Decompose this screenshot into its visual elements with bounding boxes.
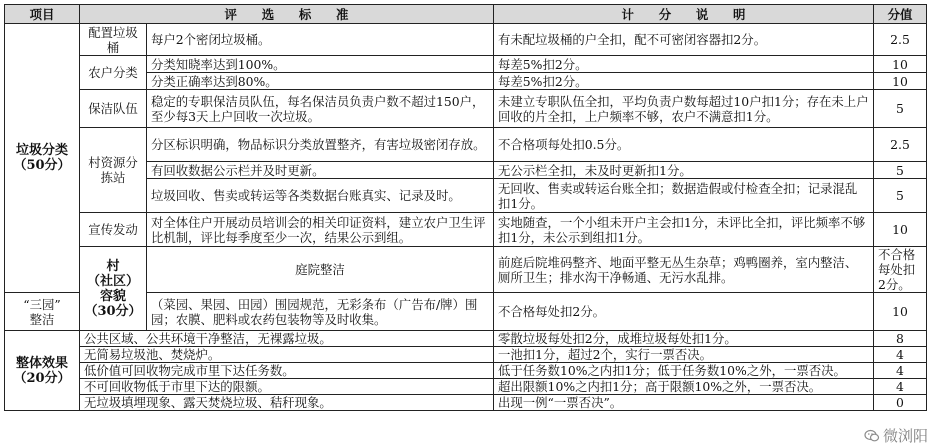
subcategory-cell: 配置垃圾 桶 (80, 24, 147, 56)
header-scoring: 计 分 说 明 (494, 5, 874, 24)
subcategory-cell: 保洁队伍 (80, 90, 147, 128)
scoring-cell: 出现一例“一票否决”。 (494, 395, 874, 411)
criteria-cell: 公共区域、公共环境干净整洁，无裸露垃圾。 (80, 331, 494, 347)
scoring-cell: 不合格每处扣2分。 (874, 247, 927, 293)
watermark (864, 425, 928, 446)
scoring-cell: 不合格项每处扣0.5分。 (494, 128, 874, 162)
score-cell: 2.5 (874, 128, 927, 162)
score-cell: 8 (874, 331, 927, 347)
subcategory-cell: 宣传发动 (80, 213, 147, 247)
criteria-cell: 前庭后院堆码整齐、地面平整无丛生杂草；鸡鸭圈养，室内整洁、厕所卫生；排水沟干净畅通、无污水乱排。 (494, 247, 874, 293)
criteria-cell: 垃圾回收、售卖或转运等各类数据台账真实、记录及时。 (147, 179, 494, 213)
table-row (5, 363, 927, 379)
criteria-cell: （菜园、果园、田园）围园规范，无彩条布（广告布/牌）围园；农膜、肥料或农药包装物等及时收集。 (147, 293, 494, 331)
scoring-cell: 零散垃圾每处扣2分，成堆垃圾每处扣1分。 (494, 331, 874, 347)
subcategory-cell: 农户分类 (80, 56, 147, 90)
criteria-cell: 分区标识明确，物品标识分类放置整齐，有害垃圾密闭存放。 (147, 128, 494, 162)
score-cell: 10 (874, 213, 927, 247)
table-row (5, 331, 927, 347)
category-cell: 整体效果 （20分） (5, 331, 80, 411)
criteria-cell: 分类知晓率达到100%。 (147, 56, 494, 73)
score-cell: 4 (874, 379, 927, 395)
table-row (5, 379, 927, 395)
score-cell: 4 (874, 347, 927, 363)
score-cell: 10 (874, 293, 927, 331)
scoring-cell: 无公示栏全扣，未及时更新扣1分。 (494, 162, 874, 179)
table-row (5, 24, 927, 56)
table-row (5, 128, 927, 162)
criteria-cell: 对全体住户开展动员培训会的相关印证资料，建立农户卫生评比机制，评比每季度至少一次，结果公示到组。 (147, 213, 494, 247)
header-criteria: 评 选 标 准 (80, 5, 494, 24)
scoring-cell: 每差5%扣2分。 (494, 73, 874, 90)
scoring-cell: 一池扣1分，超过2个，实行一票否决。 (494, 347, 874, 363)
score-cell: 10 (874, 73, 927, 90)
scoring-cell: 每差5%扣2分。 (494, 56, 874, 73)
header-score: 分值 (874, 5, 927, 24)
scoring-cell: 未建立专职队伍全扣，平均负责户数每超过10户扣1分；存在未上户回收的片全扣，上户频率不够，农户不满意扣1分。 (494, 90, 874, 128)
category-cell: 村 （社区） 容貌 （30分） (80, 247, 147, 331)
scoring-cell: 低于任务数10%之内扣1分；低于任务数10%之外，一票否决。 (494, 363, 874, 379)
watermark-text: 微浏阳 (882, 427, 928, 445)
table-row (5, 395, 927, 411)
wechat-icon (864, 428, 880, 444)
scoring-cell: 实地随查，一个小组未开户主会扣1分，未评比全扣，评比频率不够扣1分，未公示到组扣1分。 (494, 213, 874, 247)
criteria-cell: 分类正确率达到80%。 (147, 73, 494, 90)
criteria-cell: 低价值可回收物完成市里下达任务数。 (80, 363, 494, 379)
table-row (5, 56, 927, 73)
score-cell: 10 (874, 56, 927, 73)
criteria-cell: 有回收数据公示栏并及时更新。 (147, 162, 494, 179)
category-cell: 垃圾分类 （50分） (5, 24, 80, 293)
table-row (5, 347, 927, 363)
subcategory-cell: 庭院整洁 (147, 247, 494, 293)
subcategory-cell: “三园” 整洁 (5, 293, 80, 331)
subcategory-cell: 村资源分 拣站 (80, 128, 147, 213)
score-cell: 4 (874, 363, 927, 379)
table-row (5, 90, 927, 128)
criteria-cell: 无简易垃圾池、焚烧炉。 (80, 347, 494, 363)
score-cell: 5 (874, 162, 927, 179)
evaluation-table (4, 4, 927, 411)
header-row (5, 5, 927, 24)
score-cell: 5 (874, 90, 927, 128)
score-cell: 5 (874, 179, 927, 213)
scoring-cell: 无回收、售卖或转运台账全扣；数据造假或付检查全扣；记录混乱扣1分。 (494, 179, 874, 213)
scoring-cell: 不合格每处扣2分。 (494, 293, 874, 331)
score-cell: 0 (874, 395, 927, 411)
scoring-cell: 超出限额10%之内扣1分；高于限额10%之外，一票否决。 (494, 379, 874, 395)
criteria-cell: 无垃圾填埋现象、露天焚烧垃圾、秸秆现象。 (80, 395, 494, 411)
score-cell: 2.5 (874, 24, 927, 56)
criteria-cell: 稳定的专职保洁员队伍，每名保洁员负责户数不超过150户，至少每3天上户回收一次垃圾。 (147, 90, 494, 128)
evaluation-table-wrapper (4, 4, 926, 411)
header-item: 项目 (5, 5, 80, 24)
criteria-cell: 每户2个密闭垃圾桶。 (147, 24, 494, 56)
table-row (5, 247, 927, 293)
table-row (5, 213, 927, 247)
criteria-cell: 不可回收物低于市里下达的限额。 (80, 379, 494, 395)
scoring-cell: 有未配垃圾桶的户全扣，配不可密闭容器扣2分。 (494, 24, 874, 56)
